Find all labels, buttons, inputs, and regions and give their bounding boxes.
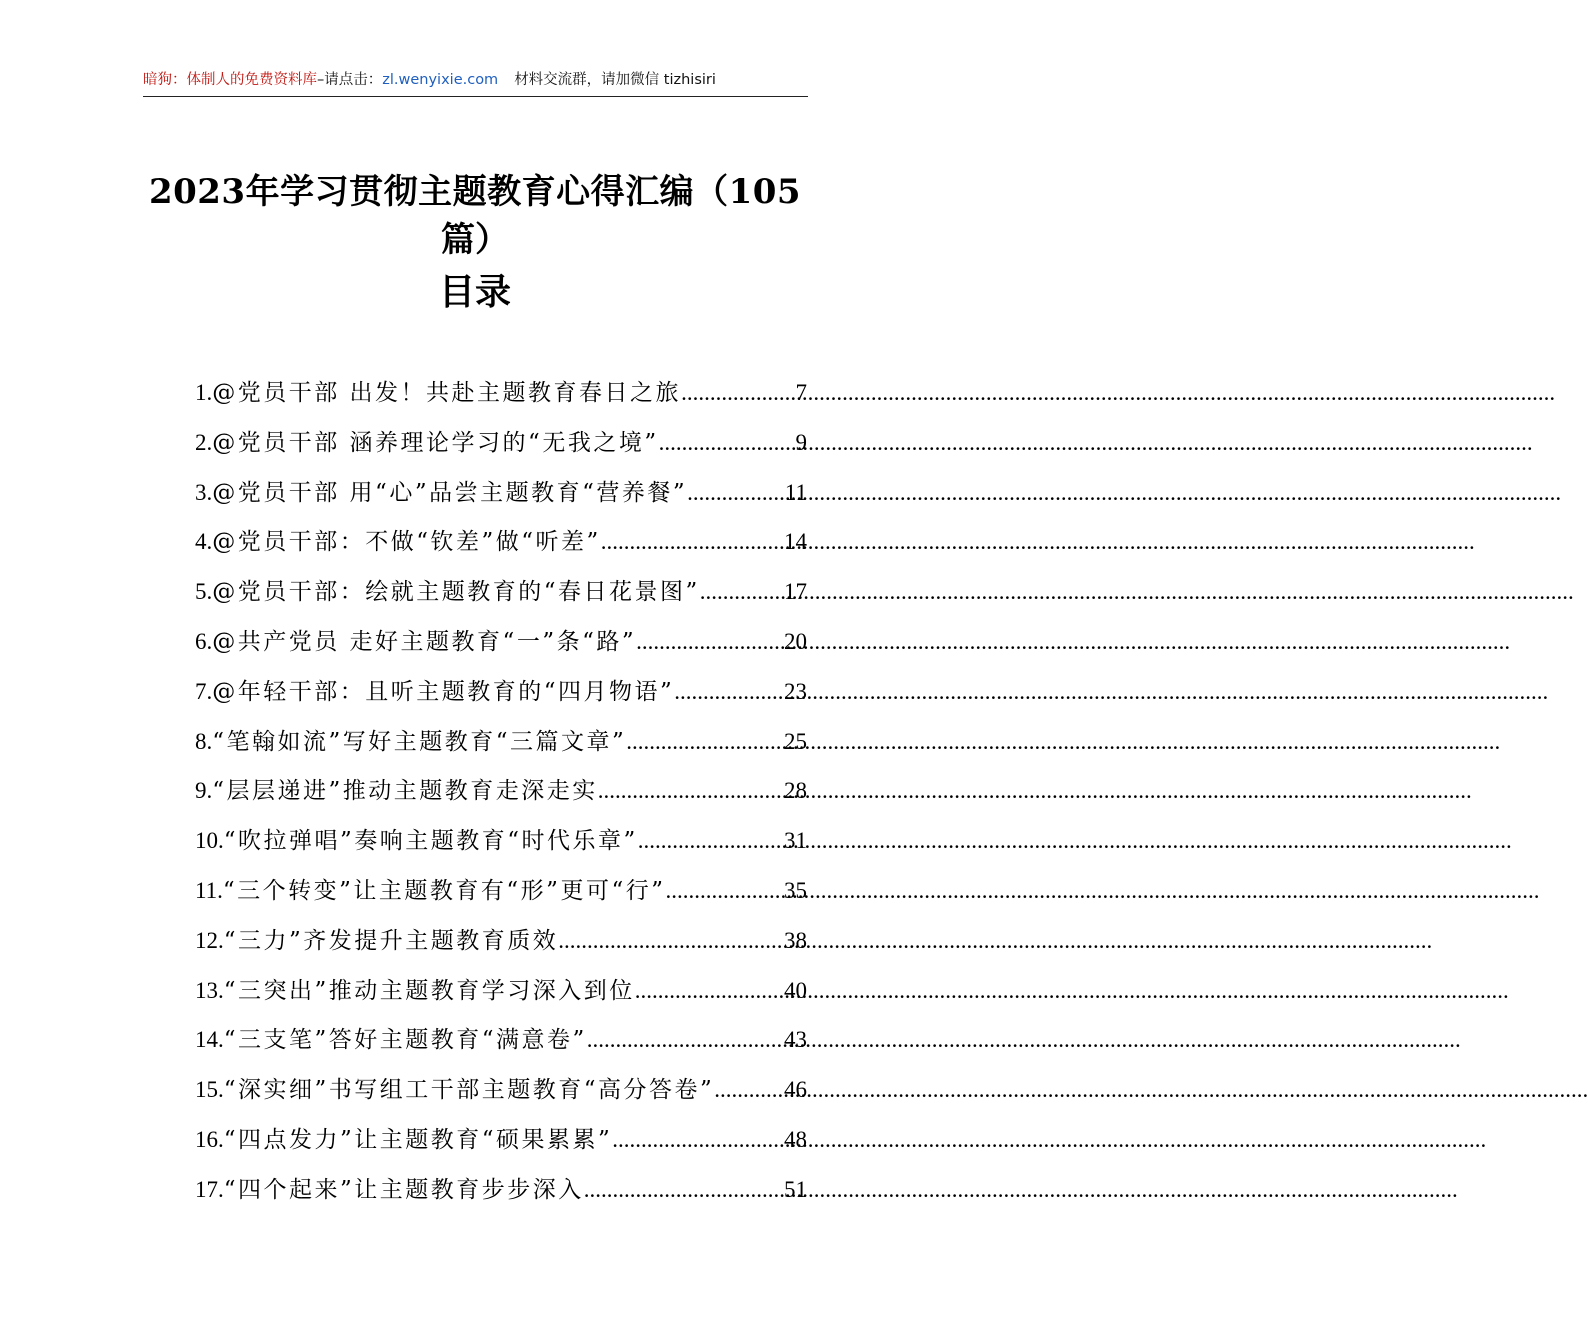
toc-entry-number: 10.: [195, 828, 224, 854]
toc-entry-page: 43: [784, 1027, 807, 1053]
toc-entry-page: 7: [795, 380, 807, 405]
toc-entry-number: 17.: [195, 1176, 224, 1202]
toc-entry-title: @党员干部：不做“钦差”做“听差”: [212, 529, 601, 556]
toc-entry-page: 46: [784, 1077, 807, 1103]
toc-entry-page: 38: [784, 927, 807, 953]
toc-entry[interactable]: [195, 374, 807, 424]
toc-entry[interactable]: [195, 1121, 807, 1171]
toc-leader-dots: [714, 1077, 784, 1103]
toc-entry-page: 14: [784, 529, 807, 555]
toc-entry-page: 9: [795, 429, 807, 455]
toc-entry-title: “层层递进”推动主题教育走深走实: [212, 778, 598, 805]
document-title-line2: 篇）: [441, 220, 509, 260]
toc-entry-page: 35: [784, 877, 807, 903]
toc-entry-number: 12.: [195, 927, 224, 953]
toc-entry-page: 20: [784, 628, 807, 654]
toc-entry-number: 13.: [195, 977, 224, 1003]
toc-leader-dots: [674, 679, 784, 705]
toc-entry-number: 7.: [195, 678, 213, 704]
toc-entry-title: “三力”齐发提升主题教育质效: [223, 927, 559, 954]
toc-leader-dots: [598, 778, 784, 804]
toc-entry-number: 8.: [195, 728, 213, 754]
toc-entry-title: “吹拉弹唱”奏响主题教育“时代乐章”: [223, 828, 638, 855]
toc-entry-title: “三支笔”答好主题教育“满意卷”: [223, 1027, 587, 1054]
toc-entry-title: @党员干部：绘就主题教育的“春日花景图”: [212, 579, 700, 606]
toc-entry[interactable]: [195, 723, 807, 773]
toc-entry-title: @年轻干部：且听主题教育的“四月物语”: [212, 678, 675, 705]
toc-entry-number: 5.: [195, 579, 213, 605]
toc-leader-dots: [681, 380, 795, 406]
header-wechat-note: 材料交流群，请加微信 tizhisiri: [514, 72, 716, 88]
toc-entry[interactable]: [195, 673, 807, 723]
toc-entry-number: 15.: [195, 1077, 224, 1103]
toc-entry-page: 51: [784, 1176, 807, 1202]
toc-entry-title: @党员干部 用“心”品尝主题教育“营养餐”: [212, 479, 688, 506]
toc-entry-title: “三个转变”让主题教育有“形”更可“行”: [222, 877, 666, 904]
toc-leader-dots: [659, 430, 796, 456]
toc-entry-title: “四点发力”让主题教育“硕果累累”: [223, 1126, 613, 1153]
toc-entry-page: 28: [784, 778, 807, 804]
toc-entry-page: 48: [784, 1126, 807, 1152]
toc-leader-dots: [558, 928, 784, 954]
toc-entry-page: 17: [784, 579, 807, 605]
toc-entry-number: 16.: [195, 1126, 224, 1152]
toc-entry[interactable]: [195, 772, 807, 822]
toc-entry-title: @党员干部 涵养理论学习的“无我之境”: [212, 429, 659, 456]
table-of-contents: [195, 374, 807, 1221]
toc-entry-number: 2.: [195, 429, 213, 455]
toc-leader-dots: [584, 1177, 784, 1203]
toc-entry-title: @党员干部 出发！共赴主题教育春日之旅: [212, 380, 682, 406]
toc-entry[interactable]: [195, 424, 807, 474]
toc-entry-number: 3.: [195, 479, 213, 505]
header-url-link[interactable]: zl.wenyixie.com: [382, 72, 499, 88]
toc-entry[interactable]: [195, 822, 807, 872]
toc-entry-number: 6.: [195, 628, 213, 654]
document-title: 2023年学习贯彻主题教育心得汇编（105: [148, 172, 802, 212]
header-site-name: 暗狗：体制人的免费资料库: [143, 72, 317, 88]
toc-leader-dots: [626, 729, 784, 755]
toc-entry-number: 4.: [195, 529, 213, 555]
toc-leader-dots: [638, 828, 784, 854]
toc-entry-page: 11: [784, 479, 807, 505]
toc-entry[interactable]: [195, 972, 807, 1022]
toc-entry[interactable]: [195, 623, 807, 673]
toc-leader-dots: [601, 529, 784, 555]
toc-entry[interactable]: [195, 573, 807, 623]
toc-leader-dots: [635, 978, 784, 1004]
toc-entry[interactable]: [195, 474, 807, 524]
toc-entry-page: 31: [784, 828, 807, 854]
toc-entry[interactable]: [195, 1071, 807, 1121]
toc-entry[interactable]: [195, 1021, 807, 1071]
toc-entry-page: 40: [784, 977, 807, 1003]
toc-entry[interactable]: [195, 922, 807, 972]
toc-entry-number: 1.: [195, 380, 213, 405]
header-prompt: –请点击：: [317, 72, 383, 88]
toc-entry-title: @共产党员 走好主题教育“一”条“路”: [212, 628, 637, 655]
toc-entry-number: 9.: [195, 778, 213, 804]
toc-entry[interactable]: [195, 872, 807, 922]
toc-entry-number: 11.: [195, 877, 223, 903]
toc-entry[interactable]: [195, 1171, 807, 1221]
toc-leader-dots: [612, 1127, 784, 1153]
document-header: [143, 68, 808, 97]
toc-entry[interactable]: [195, 523, 807, 573]
toc-leader-dots: [700, 579, 784, 605]
toc-entry-title: “四个起来”让主题教育步步深入: [223, 1176, 584, 1203]
toc-leader-dots: [665, 878, 784, 904]
toc-entry-title: “深实细”书写组工干部主题教育“高分答卷”: [223, 1077, 715, 1104]
toc-leader-dots: [636, 629, 784, 655]
toc-entry-title: “三突出”推动主题教育学习深入到位: [223, 977, 635, 1004]
toc-entry-number: 14.: [195, 1027, 224, 1053]
toc-leader-dots: [587, 1027, 784, 1053]
toc-leader-dots: [687, 480, 785, 506]
toc-heading: 目录: [438, 271, 511, 313]
toc-entry-page: 25: [784, 728, 807, 754]
toc-entry-page: 23: [784, 678, 807, 704]
toc-entry-title: “笔翰如流”写好主题教育“三篇文章”: [212, 728, 627, 755]
